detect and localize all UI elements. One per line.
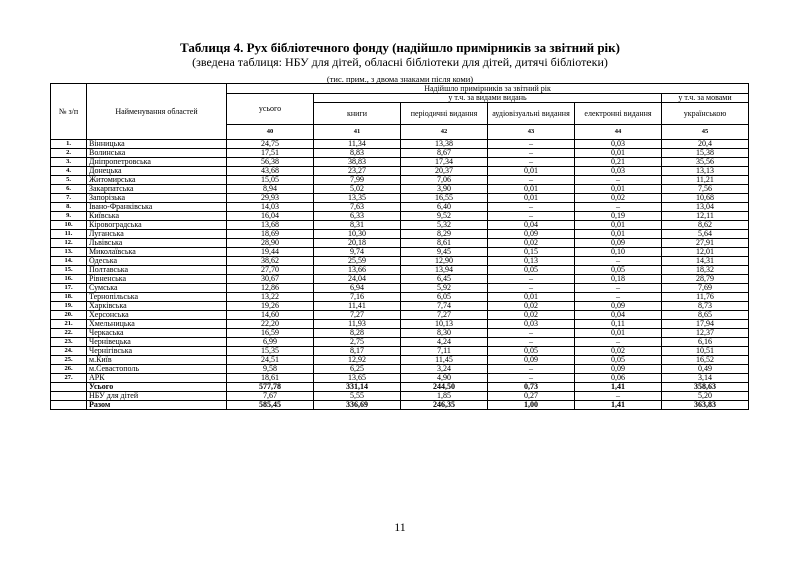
row-number: 19. bbox=[51, 302, 87, 311]
cell-ukrainian: 363,83 bbox=[662, 401, 749, 410]
table-row bbox=[51, 248, 749, 257]
cell-audiovisual: – bbox=[488, 140, 575, 149]
cell-audiovisual: – bbox=[488, 365, 575, 374]
col-header-region: Найменування областей bbox=[87, 84, 227, 140]
row-number bbox=[51, 401, 87, 410]
region-name: Вінницька bbox=[87, 140, 227, 149]
cell-audiovisual: 0,05 bbox=[488, 347, 575, 356]
region-name: АРК bbox=[87, 374, 227, 383]
region-name: Київська bbox=[87, 212, 227, 221]
cell-electronic: 1,41 bbox=[575, 383, 662, 392]
row-number bbox=[51, 392, 87, 401]
table-row bbox=[51, 221, 749, 230]
table-row bbox=[51, 347, 749, 356]
cell-books: 2,75 bbox=[314, 338, 401, 347]
cell-books: 23,27 bbox=[314, 167, 401, 176]
col-index: 40 bbox=[227, 125, 314, 140]
table-body bbox=[51, 140, 749, 410]
cell-ukrainian: 18,32 bbox=[662, 266, 749, 275]
cell-books: 20,18 bbox=[314, 239, 401, 248]
region-name: Рівненська bbox=[87, 275, 227, 284]
cell-audiovisual: – bbox=[488, 284, 575, 293]
cell-electronic: 0,02 bbox=[575, 347, 662, 356]
page-number: 11 bbox=[394, 520, 406, 534]
cell-ukrainian: 13,13 bbox=[662, 167, 749, 176]
cell-total: 16,59 bbox=[227, 329, 314, 338]
cell-books: 8,28 bbox=[314, 329, 401, 338]
cell-books: 6,94 bbox=[314, 284, 401, 293]
table-row bbox=[51, 302, 749, 311]
region-name: Дніпропетровська bbox=[87, 158, 227, 167]
cell-total: 13,22 bbox=[227, 293, 314, 302]
cell-ukrainian: 35,56 bbox=[662, 158, 749, 167]
cell-periodicals: 8,30 bbox=[401, 329, 488, 338]
col-header-received: Надійшло примірників за звітний рік bbox=[227, 84, 749, 94]
row-number: 25. bbox=[51, 356, 87, 365]
region-name: м.Севастополь bbox=[87, 365, 227, 374]
cell-electronic: 0,09 bbox=[575, 302, 662, 311]
table-row bbox=[51, 212, 749, 221]
cell-total: 12,86 bbox=[227, 284, 314, 293]
region-name: Сумська bbox=[87, 284, 227, 293]
row-number: 7. bbox=[51, 194, 87, 203]
cell-books: 13,66 bbox=[314, 266, 401, 275]
cell-periodicals: 13,38 bbox=[401, 140, 488, 149]
col-header-ukrainian: українською bbox=[662, 103, 749, 125]
table-row bbox=[51, 365, 749, 374]
table-row bbox=[51, 311, 749, 320]
cell-audiovisual: – bbox=[488, 203, 575, 212]
cell-books: 6,25 bbox=[314, 365, 401, 374]
cell-electronic: 0,19 bbox=[575, 212, 662, 221]
cell-total: 18,69 bbox=[227, 230, 314, 239]
row-number: 11. bbox=[51, 230, 87, 239]
row-number: 26. bbox=[51, 365, 87, 374]
cell-audiovisual: – bbox=[488, 275, 575, 284]
col-index: 45 bbox=[662, 125, 749, 140]
cell-books: 5,02 bbox=[314, 185, 401, 194]
row-number: 27. bbox=[51, 374, 87, 383]
row-number: 13. bbox=[51, 248, 87, 257]
cell-periodicals: 7,27 bbox=[401, 311, 488, 320]
cell-total: 29,93 bbox=[227, 194, 314, 203]
cell-total: 9,58 bbox=[227, 365, 314, 374]
cell-audiovisual: 0,02 bbox=[488, 239, 575, 248]
cell-periodicals: 9,45 bbox=[401, 248, 488, 257]
cell-periodicals: 7,06 bbox=[401, 176, 488, 185]
cell-total: 16,04 bbox=[227, 212, 314, 221]
cell-audiovisual: 0,01 bbox=[488, 194, 575, 203]
cell-electronic: 0,05 bbox=[575, 266, 662, 275]
cell-books: 7,16 bbox=[314, 293, 401, 302]
cell-audiovisual: – bbox=[488, 374, 575, 383]
cell-books: 12,92 bbox=[314, 356, 401, 365]
cell-periodicals: 12,90 bbox=[401, 257, 488, 266]
region-name: Черкаська bbox=[87, 329, 227, 338]
cell-total: 15,35 bbox=[227, 347, 314, 356]
cell-total: 577,78 bbox=[227, 383, 314, 392]
cell-ukrainian: 8,65 bbox=[662, 311, 749, 320]
region-name: Харківська bbox=[87, 302, 227, 311]
cell-electronic: – bbox=[575, 284, 662, 293]
cell-periodicals: 4,24 bbox=[401, 338, 488, 347]
table-row bbox=[51, 374, 749, 383]
row-number: 1. bbox=[51, 140, 87, 149]
cell-electronic: 0,09 bbox=[575, 365, 662, 374]
region-name: Донецька bbox=[87, 167, 227, 176]
cell-periodicals: 11,45 bbox=[401, 356, 488, 365]
cell-books: 7,63 bbox=[314, 203, 401, 212]
cell-electronic: 0,01 bbox=[575, 329, 662, 338]
cell-total: 585,45 bbox=[227, 401, 314, 410]
cell-electronic: 0,03 bbox=[575, 140, 662, 149]
cell-audiovisual: 0,13 bbox=[488, 257, 575, 266]
cell-periodicals: 7,11 bbox=[401, 347, 488, 356]
cell-books: 8,83 bbox=[314, 149, 401, 158]
totals-label: Разом bbox=[87, 401, 227, 410]
cell-ukrainian: 11,21 bbox=[662, 176, 749, 185]
cell-audiovisual: 0,01 bbox=[488, 293, 575, 302]
cell-electronic: 0,10 bbox=[575, 248, 662, 257]
totals-label: Усього bbox=[87, 383, 227, 392]
cell-electronic: – bbox=[575, 176, 662, 185]
col-header-by-lang: у т.ч. за мовами bbox=[662, 94, 749, 103]
cell-ukrainian: 12,01 bbox=[662, 248, 749, 257]
cell-ukrainian: 10,68 bbox=[662, 194, 749, 203]
table-row bbox=[51, 203, 749, 212]
cell-periodicals: 9,52 bbox=[401, 212, 488, 221]
cell-books: 5,55 bbox=[314, 392, 401, 401]
cell-total: 22,20 bbox=[227, 320, 314, 329]
cell-periodicals: 5,92 bbox=[401, 284, 488, 293]
cell-electronic: 0,09 bbox=[575, 239, 662, 248]
cell-books: 6,33 bbox=[314, 212, 401, 221]
cell-books: 11,34 bbox=[314, 140, 401, 149]
region-name: Одеська bbox=[87, 257, 227, 266]
cell-total: 14,03 bbox=[227, 203, 314, 212]
cell-audiovisual: 0,03 bbox=[488, 320, 575, 329]
cell-audiovisual: 0,05 bbox=[488, 266, 575, 275]
cell-audiovisual: – bbox=[488, 149, 575, 158]
cell-total: 8,94 bbox=[227, 185, 314, 194]
totals-label: НБУ для дітей bbox=[87, 392, 227, 401]
cell-periodicals: 5,32 bbox=[401, 221, 488, 230]
cell-total: 19,44 bbox=[227, 248, 314, 257]
cell-electronic: – bbox=[575, 293, 662, 302]
cell-books: 10,30 bbox=[314, 230, 401, 239]
table-row bbox=[51, 320, 749, 329]
cell-ukrainian: 13,04 bbox=[662, 203, 749, 212]
cell-periodicals: 244,50 bbox=[401, 383, 488, 392]
table-row bbox=[51, 275, 749, 284]
cell-audiovisual: 0,09 bbox=[488, 356, 575, 365]
cell-total: 43,68 bbox=[227, 167, 314, 176]
row-number: 14. bbox=[51, 257, 87, 266]
region-name: Житомирська bbox=[87, 176, 227, 185]
cell-total: 14,60 bbox=[227, 311, 314, 320]
cell-periodicals: 17,34 bbox=[401, 158, 488, 167]
library-fund-table bbox=[50, 83, 749, 410]
table-row bbox=[51, 329, 749, 338]
cell-ukrainian: 8,62 bbox=[662, 221, 749, 230]
table-title: Таблиця 4. Рух бібліотечного фонду (надійшло примірників за звітний рік) bbox=[180, 40, 620, 55]
region-name: Полтавська bbox=[87, 266, 227, 275]
region-name: Чернігівська bbox=[87, 347, 227, 356]
cell-books: 13,65 bbox=[314, 374, 401, 383]
col-index: 41 bbox=[314, 125, 401, 140]
cell-ukrainian: 7,56 bbox=[662, 185, 749, 194]
cell-books: 331,14 bbox=[314, 383, 401, 392]
row-number: 12. bbox=[51, 239, 87, 248]
cell-periodicals: 3,24 bbox=[401, 365, 488, 374]
cell-ukrainian: 0,49 bbox=[662, 365, 749, 374]
cell-periodicals: 8,61 bbox=[401, 239, 488, 248]
region-name: Херсонська bbox=[87, 311, 227, 320]
cell-periodicals: 13,94 bbox=[401, 266, 488, 275]
cell-books: 8,31 bbox=[314, 221, 401, 230]
row-number: 18. bbox=[51, 293, 87, 302]
cell-total: 6,99 bbox=[227, 338, 314, 347]
col-header-audiovisual: аудіовізуальні видання bbox=[488, 103, 575, 125]
cell-audiovisual: – bbox=[488, 338, 575, 347]
cell-ukrainian: 12,11 bbox=[662, 212, 749, 221]
cell-ukrainian: 6,16 bbox=[662, 338, 749, 347]
row-number: 4. bbox=[51, 167, 87, 176]
cell-electronic: 0,04 bbox=[575, 311, 662, 320]
cell-total: 30,67 bbox=[227, 275, 314, 284]
region-name: Тернопільська bbox=[87, 293, 227, 302]
table-row bbox=[51, 266, 749, 275]
cell-electronic: 0,01 bbox=[575, 221, 662, 230]
cell-total: 17,51 bbox=[227, 149, 314, 158]
table-row bbox=[51, 239, 749, 248]
cell-periodicals: 7,74 bbox=[401, 302, 488, 311]
cell-audiovisual: 0,01 bbox=[488, 167, 575, 176]
cell-ukrainian: 5,20 bbox=[662, 392, 749, 401]
cell-ukrainian: 20,4 bbox=[662, 140, 749, 149]
row-number: 15. bbox=[51, 266, 87, 275]
region-name: Волинська bbox=[87, 149, 227, 158]
cell-audiovisual: – bbox=[488, 329, 575, 338]
cell-audiovisual: – bbox=[488, 212, 575, 221]
cell-electronic: 0,03 bbox=[575, 167, 662, 176]
row-number: 6. bbox=[51, 185, 87, 194]
cell-books: 38,83 bbox=[314, 158, 401, 167]
region-name: Хмельницька bbox=[87, 320, 227, 329]
row-number: 2. bbox=[51, 149, 87, 158]
cell-books: 25,59 bbox=[314, 257, 401, 266]
cell-ukrainian: 15,38 bbox=[662, 149, 749, 158]
table-row bbox=[51, 293, 749, 302]
col-header-total: усього bbox=[227, 94, 314, 125]
cell-audiovisual: 0,15 bbox=[488, 248, 575, 257]
cell-periodicals: 10,13 bbox=[401, 320, 488, 329]
cell-ukrainian: 8,73 bbox=[662, 302, 749, 311]
row-number: 22. bbox=[51, 329, 87, 338]
cell-electronic: 0,21 bbox=[575, 158, 662, 167]
units-note: (тис. прим., з двома знаками після коми) bbox=[326, 74, 474, 84]
cell-electronic: 0,01 bbox=[575, 230, 662, 239]
cell-total: 19,26 bbox=[227, 302, 314, 311]
region-name: Закарпатська bbox=[87, 185, 227, 194]
cell-ukrainian: 5,64 bbox=[662, 230, 749, 239]
cell-audiovisual: – bbox=[488, 176, 575, 185]
cell-total: 24,75 bbox=[227, 140, 314, 149]
cell-audiovisual: 0,04 bbox=[488, 221, 575, 230]
totals-row bbox=[51, 392, 749, 401]
cell-electronic: 0,02 bbox=[575, 194, 662, 203]
region-name: Кіровоградська bbox=[87, 221, 227, 230]
cell-ukrainian: 11,76 bbox=[662, 293, 749, 302]
cell-audiovisual: 1,00 bbox=[488, 401, 575, 410]
cell-books: 13,35 bbox=[314, 194, 401, 203]
cell-periodicals: 8,29 bbox=[401, 230, 488, 239]
cell-periodicals: 6,05 bbox=[401, 293, 488, 302]
region-name: Івано-Франківська bbox=[87, 203, 227, 212]
row-number: 9. bbox=[51, 212, 87, 221]
region-name: Запорізька bbox=[87, 194, 227, 203]
row-number: 16. bbox=[51, 275, 87, 284]
cell-audiovisual: 0,01 bbox=[488, 185, 575, 194]
cell-total: 24,51 bbox=[227, 356, 314, 365]
col-header-num: № з/п bbox=[51, 84, 87, 140]
cell-total: 38,62 bbox=[227, 257, 314, 266]
cell-books: 7,99 bbox=[314, 176, 401, 185]
table-row bbox=[51, 176, 749, 185]
row-number: 23. bbox=[51, 338, 87, 347]
cell-electronic: 0,11 bbox=[575, 320, 662, 329]
cell-books: 9,74 bbox=[314, 248, 401, 257]
row-number bbox=[51, 383, 87, 392]
cell-electronic: 0,18 bbox=[575, 275, 662, 284]
cell-total: 27,70 bbox=[227, 266, 314, 275]
cell-ukrainian: 17,94 bbox=[662, 320, 749, 329]
cell-periodicals: 20,37 bbox=[401, 167, 488, 176]
cell-total: 56,38 bbox=[227, 158, 314, 167]
table-row bbox=[51, 338, 749, 347]
cell-ukrainian: 7,69 bbox=[662, 284, 749, 293]
cell-periodicals: 16,55 bbox=[401, 194, 488, 203]
row-number: 5. bbox=[51, 176, 87, 185]
cell-electronic: 1,41 bbox=[575, 401, 662, 410]
row-number: 10. bbox=[51, 221, 87, 230]
cell-books: 11,93 bbox=[314, 320, 401, 329]
cell-total: 13,68 bbox=[227, 221, 314, 230]
cell-books: 8,17 bbox=[314, 347, 401, 356]
cell-ukrainian: 10,51 bbox=[662, 347, 749, 356]
cell-electronic: – bbox=[575, 257, 662, 266]
row-number: 3. bbox=[51, 158, 87, 167]
table-row bbox=[51, 140, 749, 149]
cell-periodicals: 3,90 bbox=[401, 185, 488, 194]
table-row bbox=[51, 257, 749, 266]
cell-audiovisual: 0,02 bbox=[488, 311, 575, 320]
cell-electronic: – bbox=[575, 392, 662, 401]
cell-electronic: 0,01 bbox=[575, 149, 662, 158]
table-row bbox=[51, 149, 749, 158]
table-subtitle: (зведена таблиця: НБУ для дітей, обласні бібліотеки для дітей, дитячі бібліотеки) bbox=[192, 55, 608, 69]
cell-ukrainian: 27,91 bbox=[662, 239, 749, 248]
table-row bbox=[51, 230, 749, 239]
cell-ukrainian: 3,14 bbox=[662, 374, 749, 383]
table-row bbox=[51, 185, 749, 194]
cell-electronic: 0,05 bbox=[575, 356, 662, 365]
cell-electronic: – bbox=[575, 338, 662, 347]
row-number: 20. bbox=[51, 311, 87, 320]
cell-total: 15,05 bbox=[227, 176, 314, 185]
table-row bbox=[51, 158, 749, 167]
col-header-books: книги bbox=[314, 103, 401, 125]
row-number: 21. bbox=[51, 320, 87, 329]
cell-ukrainian: 28,79 bbox=[662, 275, 749, 284]
cell-periodicals: 246,35 bbox=[401, 401, 488, 410]
cell-periodicals: 6,40 bbox=[401, 203, 488, 212]
cell-audiovisual: 0,09 bbox=[488, 230, 575, 239]
region-name: Луганська bbox=[87, 230, 227, 239]
cell-periodicals: 4,90 bbox=[401, 374, 488, 383]
cell-ukrainian: 358,63 bbox=[662, 383, 749, 392]
cell-audiovisual: – bbox=[488, 158, 575, 167]
region-name: м.Київ bbox=[87, 356, 227, 365]
cell-periodicals: 1,85 bbox=[401, 392, 488, 401]
cell-total: 7,67 bbox=[227, 392, 314, 401]
table-row bbox=[51, 194, 749, 203]
cell-ukrainian: 16,52 bbox=[662, 356, 749, 365]
cell-periodicals: 8,67 bbox=[401, 149, 488, 158]
table-row bbox=[51, 284, 749, 293]
cell-audiovisual: 0,73 bbox=[488, 383, 575, 392]
table-row bbox=[51, 356, 749, 365]
row-number: 17. bbox=[51, 284, 87, 293]
cell-books: 7,27 bbox=[314, 311, 401, 320]
cell-electronic: 0,01 bbox=[575, 185, 662, 194]
col-index: 42 bbox=[401, 125, 488, 140]
cell-electronic: 0,06 bbox=[575, 374, 662, 383]
table-row bbox=[51, 167, 749, 176]
cell-periodicals: 6,45 bbox=[401, 275, 488, 284]
cell-ukrainian: 14,31 bbox=[662, 257, 749, 266]
cell-books: 336,69 bbox=[314, 401, 401, 410]
cell-audiovisual: 0,02 bbox=[488, 302, 575, 311]
col-header-periodicals: періодичні видання bbox=[401, 103, 488, 125]
col-header-by-type: у т.ч. за видами видань bbox=[314, 94, 662, 103]
cell-audiovisual: 0,27 bbox=[488, 392, 575, 401]
region-name: Чернівецька bbox=[87, 338, 227, 347]
row-number: 8. bbox=[51, 203, 87, 212]
cell-books: 11,41 bbox=[314, 302, 401, 311]
cell-electronic: – bbox=[575, 203, 662, 212]
col-header-electronic: електронні видання bbox=[575, 103, 662, 125]
region-name: Миколаївська bbox=[87, 248, 227, 257]
cell-ukrainian: 12,37 bbox=[662, 329, 749, 338]
region-name: Львівська bbox=[87, 239, 227, 248]
row-number: 24. bbox=[51, 347, 87, 356]
col-index: 44 bbox=[575, 125, 662, 140]
totals-row bbox=[51, 401, 749, 410]
totals-row bbox=[51, 383, 749, 392]
cell-total: 28,90 bbox=[227, 239, 314, 248]
col-index: 43 bbox=[488, 125, 575, 140]
cell-total: 18,61 bbox=[227, 374, 314, 383]
cell-books: 24,04 bbox=[314, 275, 401, 284]
